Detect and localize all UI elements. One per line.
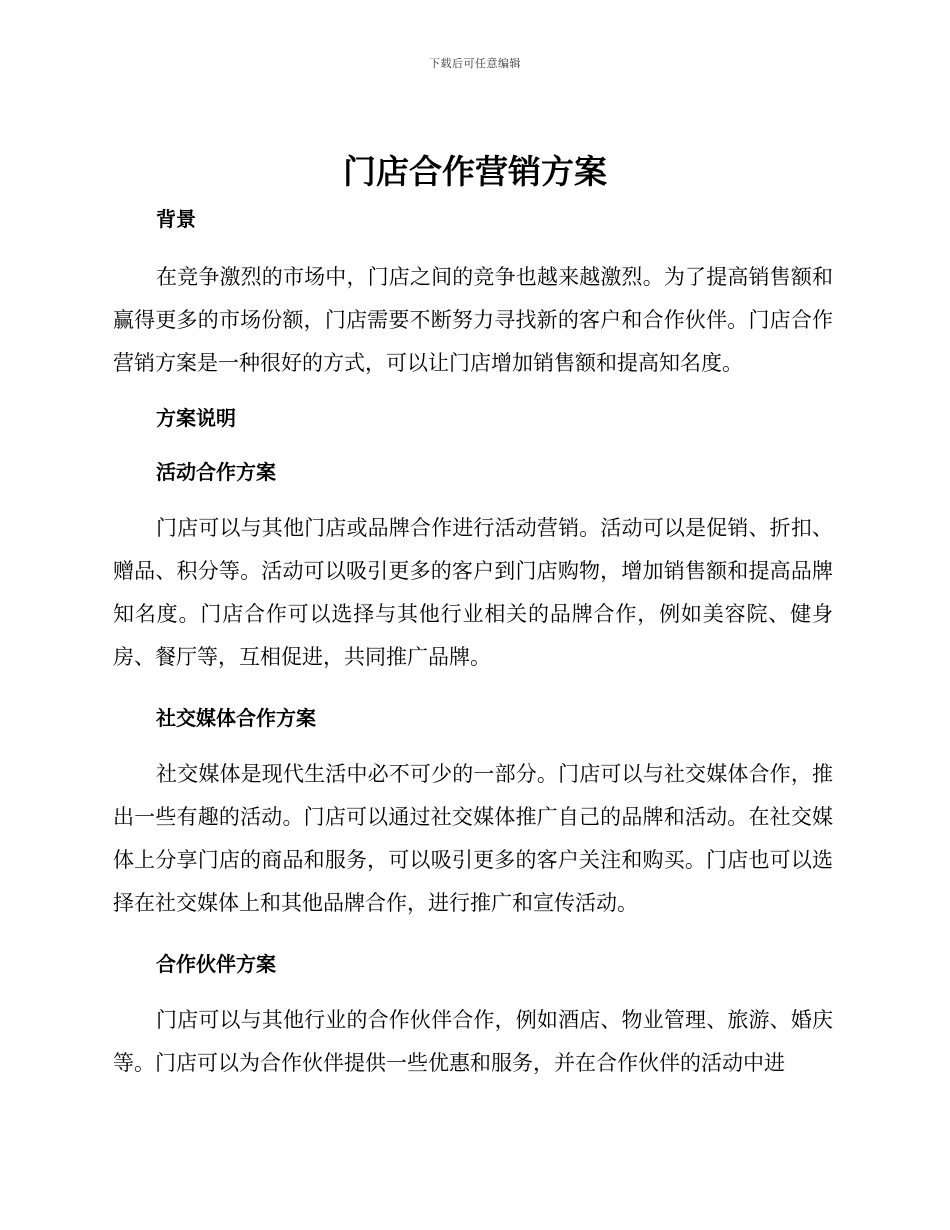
paragraph-background: 在竞争激烈的市场中，门店之间的竞争也越来越激烈。为了提高销售额和赢得更多的市场份额，门店需要不断努力寻找新的客户和合作伙伴。门店合作营销方案是一种很好的方式，可以让门店增加销售额和提高知名度。 — [113, 265, 833, 375]
section-heading-activity: 活动合作方案 — [156, 460, 276, 484]
document-body — [113, 200, 833, 1085]
paragraph-social: 社交媒体是现代生活中必不可少的一部分。门店可以与社交媒体合作，推出一些有趣的活动。门店可以通过社交媒体推广自己的品牌和活动。在社交媒体上分享门店的商品和服务，可以吸引更多的客户关注和购买。门店也可以选择在社交媒体上和其他品牌合作，进行推广和宣传活动。 — [113, 762, 833, 915]
section-heading-partner: 合作伙伴方案 — [156, 952, 276, 976]
section-heading-social: 社交媒体合作方案 — [156, 706, 316, 730]
document-title: 门店合作营销方案 — [343, 152, 607, 191]
paragraph-activity: 门店可以与其他门店或品牌合作进行活动营销。活动可以是促销、折扣、赠品、积分等。活动可以吸引更多的客户到门店购物，增加销售额和提高品牌知名度。门店合作可以选择与其他行业相关的品牌合作，例如美容院、健身房、餐厅等，互相促进，共同推广品牌。 — [113, 516, 833, 669]
section-heading-background: 背景 — [156, 207, 196, 231]
paragraph-partner: 门店可以与其他行业的合作伙伴合作，例如酒店、物业管理、旅游、婚庆等。门店可以为合作伙伴提供一些优惠和服务，并在合作伙伴的活动中进 — [113, 1008, 833, 1075]
section-heading-plan: 方案说明 — [156, 406, 236, 430]
page-header-note: 下载后可任意编辑 — [429, 57, 521, 70]
